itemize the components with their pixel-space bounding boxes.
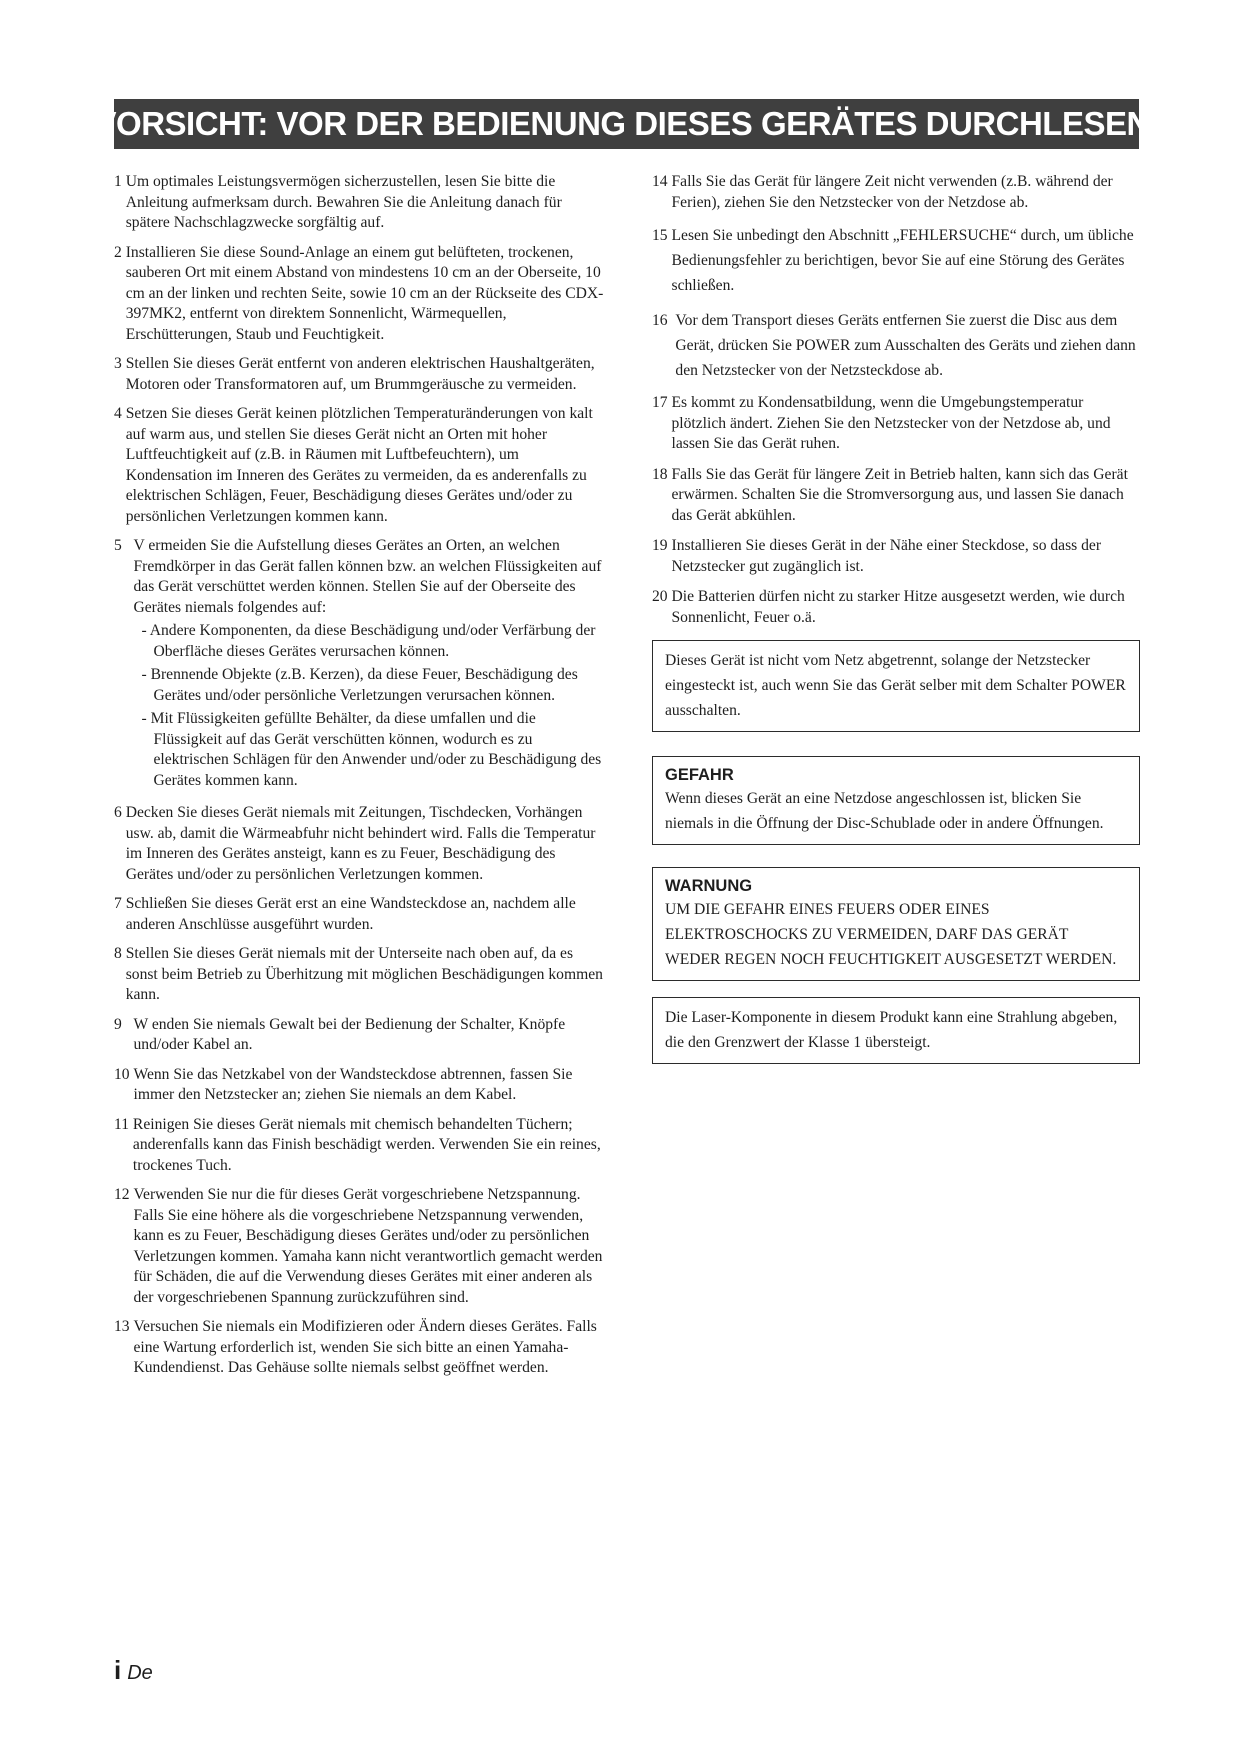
- list-item: [652, 536, 1140, 577]
- item-number: 18: [652, 465, 672, 483]
- item-number: 12: [114, 1186, 134, 1203]
- item-number: 6: [114, 804, 126, 821]
- list-item: [114, 1317, 606, 1379]
- list-item: [652, 308, 1140, 383]
- sub-list-item: - Brennende Objekte (z.B. Kerzen), da diese Feuer, Beschädigung des Gerätes und/oder persönliche Verletzungen verursachen können.: [141, 666, 578, 704]
- item-number: 13: [114, 1318, 134, 1335]
- item-text: Die Batterien dürfen nicht zu starker Hitze ausgesetzt werden, wie durch Sonnenlicht, Feuer o.ä.: [671, 588, 1125, 626]
- item-number: 16: [652, 312, 676, 329]
- item-text: Falls Sie das Gerät für längere Zeit nicht verwenden (z.B. während der Ferien), ziehen Sie den Netzstecker von der Netzdose ab.: [671, 173, 1113, 211]
- item-number: 2: [114, 243, 126, 261]
- list-item: [652, 587, 1140, 628]
- item-number: 9: [114, 1015, 134, 1033]
- item-number: 7: [114, 895, 126, 912]
- laser-box: [652, 997, 1140, 1064]
- list-item: [114, 243, 606, 346]
- language-code: De: [127, 1662, 153, 1684]
- item-number: 11: [114, 1115, 133, 1133]
- item-number: 1: [114, 173, 126, 190]
- item-text: Um optimales Leistungsvermögen sicherzustellen, lesen Sie bitte die Anleitung aufmerksam durch. Bewahren Sie die Anleitung danach für spätere Nachschlagzwecke sorgfältig auf.: [125, 173, 562, 231]
- danger-text: Wenn dieses Gerät an eine Netzdose angeschlossen ist, blicken Sie niemals in die Öffnung der Disc-Schublade oder in andere Öffnungen.: [665, 790, 1104, 832]
- item-number: 8: [114, 945, 126, 962]
- item-number: 10: [114, 1065, 134, 1083]
- item-number: 19: [652, 537, 672, 554]
- list-item: [114, 404, 606, 527]
- item-text: Verwenden Sie nur die für dieses Gerät vorgeschriebene Netzspannung. Falls Sie eine höhere als die vorgeschriebene Netzspannung verwenden, kann es zu Feuer, Beschädigung dieses Gerätes und/oder zu persönlichen Verletzungen kommen. Yamaha kann nicht verantwortlich gemacht werden für Schäden, die auf die Verwendung dieses Gerätes mit einer anderen als der vorgeschriebenen Spannung zurückzuführen sind.: [133, 1186, 603, 1306]
- item-text: Decken Sie dieses Gerät niemals mit Zeitungen, Tischdecken, Vorhängen usw. ab, damit die Wärmeabfuhr nicht behindert wird. Falls die Temperatur im Inneren des Gerätes ansteigt, kann es zu Feuer, Beschädigung des Gerätes und/oder zu persönlichen Verletzungen kommen.: [125, 804, 596, 883]
- item-number: 4: [114, 405, 126, 422]
- page-title-banner: [94, 99, 1159, 149]
- list-item: [114, 1115, 606, 1177]
- left-column: [114, 172, 606, 1388]
- notice-box: [652, 640, 1140, 732]
- item-number: 3: [114, 355, 126, 372]
- list-item: [114, 354, 606, 395]
- item-text: Reinigen Sie dieses Gerät niemals mit chemisch behandelten Tüchern; anderenfalls kann das Finish beschädigt werden. Verwenden Sie ein reines, trockenes Tuch.: [132, 1115, 601, 1174]
- warning-text: UM DIE GEFAHR EINES FEUERS ODER EINES ELEKTROSCHOCKS ZU VERMEIDEN, DARF DAS GERÄT WEDER REGEN NOCH FEUCHTIGKEIT AUSGESETZT WERDEN.: [665, 901, 1117, 968]
- page-title: VORSICHT: VOR DER BEDIENUNG DIESES GERÄTES DURCHLESEN.: [94, 105, 1159, 142]
- list-item: [114, 1185, 606, 1308]
- warning-title: WARNUNG: [665, 877, 753, 895]
- item-text: Stellen Sie dieses Gerät niemals mit der Unterseite nach oben auf, da es sonst beim Betrieb zu Überhitzung mit möglichen Beschädigungen kommen kann.: [125, 945, 603, 1003]
- list-item: [652, 223, 1140, 298]
- laser-text: Die Laser-Komponente in diesem Produkt kann eine Strahlung abgeben, die den Grenzwert der Klasse 1 übersteigt.: [665, 1009, 1118, 1051]
- page-number: i: [114, 1655, 122, 1685]
- list-item: [114, 536, 606, 794]
- item-text: Es kommt zu Kondensatbildung, wenn die Umgebungstemperatur plötzlich ändert. Ziehen Sie den Netzstecker von der Netzdose ab, und lassen Sie das Gerät ruhen.: [671, 394, 1111, 452]
- sub-list-item: - Andere Komponenten, da diese Beschädigung und/oder Verfärbung der Oberfläche dieses Gerätes verursachen können.: [141, 622, 596, 660]
- danger-box: [652, 756, 1140, 845]
- sub-list-item: - Mit Flüssigkeiten gefüllte Behälter, da diese umfallen und die Flüssigkeit auf das Gerät verschütten können, wodurch es zu elektrischen Schlägen für den Anwender und/oder zu Beschädigung des Gerätes kommen kann.: [141, 710, 602, 789]
- item-body: [134, 536, 607, 794]
- item-text: Installieren Sie dieses Gerät in der Nähe einer Steckdose, so dass der Netzstecker gut zugänglich ist.: [671, 537, 1102, 575]
- list-item: [652, 393, 1140, 455]
- item-text: Schließen Sie dieses Gerät erst an eine Wandsteckdose an, nachdem alle anderen Anschlüsse ausgeführt wurden.: [125, 895, 576, 933]
- item-number: 14: [652, 173, 672, 190]
- list-item: [652, 172, 1140, 213]
- list-item: [114, 894, 606, 935]
- list-item: [114, 1015, 606, 1056]
- item-text: Installieren Sie diese Sound-Anlage an einem gut belüfteten, trockenen, sauberen Ort mit einem Abstand von mindestens 10 cm an der Oberseite, 10 cm an der linken und rechten Seite, sowie 10 cm an der Rückseite des CDX-397MK2, entfernt von direktem Sonnenlicht, Wärmequellen, Erschütterungen, Staub und Feuchtigkeit.: [125, 243, 604, 343]
- item-text: Falls Sie das Gerät für längere Zeit in Betrieb halten, kann sich das Gerät erwärmen. Schalten Sie die Stromversorgung aus, und lassen Sie danach das Gerät abkühlen.: [671, 465, 1128, 524]
- item-text: V ermeiden Sie die Aufstellung dieses Gerätes an Orten, an welchen Fremdkörper in das Gerät fallen können bzw. an welchen Flüssigkeiten auf das Gerät verschüttet werden können. Stellen Sie auf der Oberseite des Gerätes niemals folgendes auf:: [133, 537, 602, 616]
- item-number: 5: [114, 537, 134, 554]
- list-item: [652, 465, 1140, 527]
- right-column: [652, 172, 1140, 1064]
- item-number: 15: [652, 227, 672, 244]
- warning-box: [652, 867, 1140, 981]
- sub-list: [134, 621, 607, 791]
- item-text: Wenn Sie das Netzkabel von der Wandsteckdose abtrennen, fassen Sie immer den Netzstecker an; ziehen Sie niemals an dem Kabel.: [133, 1065, 573, 1103]
- item-text: Versuchen Sie niemals ein Modifizieren oder Ändern dieses Gerätes. Falls eine Wartung erforderlich ist, wenden Sie sich bitte an einen Yamaha-Kundendienst. Das Gehäuse sollte niemals selbst geöffnet werden.: [133, 1318, 597, 1376]
- page-footer: [114, 1655, 153, 1686]
- list-item: [114, 172, 606, 234]
- danger-title: GEFAHR: [665, 766, 734, 784]
- item-text: Stellen Sie dieses Gerät entfernt von anderen elektrischen Haushaltgeräten, Motoren oder Transformatoren auf, um Brummgeräusche zu vermeiden.: [125, 355, 595, 393]
- item-text: Lesen Sie unbedingt den Abschnitt „FEHLERSUCHE“ durch, um übliche Bedienungsfehler zu berichtigen, bevor Sie auf eine Störung des Gerätes schließen.: [671, 227, 1134, 294]
- item-text: Vor dem Transport dieses Geräts entfernen Sie zuerst die Disc aus dem Gerät, drücken Sie POWER zum Ausschalten des Geräts und ziehen dann den Netzstecker von der Netzsteckdose ab.: [675, 312, 1136, 379]
- item-text: W enden Sie niemals Gewalt bei der Bedienung der Schalter, Knöpfe und/oder Kabel an.: [133, 1015, 566, 1053]
- notice-text: Dieses Gerät ist nicht vom Netz abgetrennt, solange der Netzstecker eingesteckt ist, auch wenn Sie das Gerät selber mit dem Schalter POWER ausschalten.: [665, 652, 1126, 719]
- list-item: [114, 1065, 606, 1106]
- item-number: 17: [652, 394, 672, 411]
- item-number: 20: [652, 588, 672, 605]
- list-item: [114, 803, 606, 885]
- list-item: [114, 944, 606, 1006]
- item-text: Setzen Sie dieses Gerät keinen plötzlichen Temperaturänderungen von kalt auf warm aus, und stellen Sie dieses Gerät nicht an Orten mit hoher Luftfeuchtigkeit auf (z.B. in Räumen mit Luftbefeuchtern), um Kondensation im Inneren des Gerätes zu vermeiden, da es anderenfalls zu elektrischen Schlägen, Feuer, Beschädigung dieses Gerätes und/oder zu persönlichen Verletzungen kommen kann.: [125, 405, 593, 525]
